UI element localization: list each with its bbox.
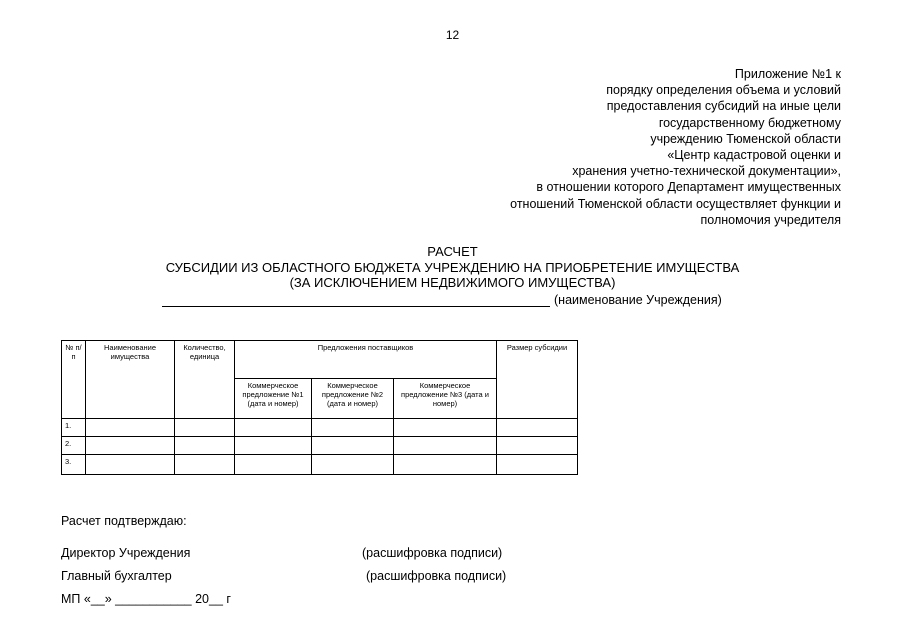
appendix-line: «Центр кадастровой оценки и	[667, 148, 841, 163]
cell-name	[86, 419, 175, 437]
cell-offer-3	[394, 437, 497, 455]
header-num: № п/п	[62, 341, 86, 419]
table-row	[62, 419, 578, 437]
title-line: СУБСИДИИ ИЗ ОБЛАСТНОГО БЮДЖЕТА УЧРЕЖДЕНИЮ НА ПРИОБРЕТЕНИЕ ИМУЩЕСТВА	[165, 259, 740, 275]
cell-subsidy	[497, 455, 578, 475]
row-number: 1.	[62, 419, 86, 437]
header-offer-2: Коммерческое предложение №2 (дата и номер)	[312, 379, 394, 419]
calculation-table	[61, 340, 578, 475]
appendix-line: порядку определения объема и условий	[606, 83, 841, 98]
accountant-label: Главный бухгалтер	[61, 569, 172, 583]
accountant-signature-caption: (расшифровка подписи)	[366, 569, 507, 583]
row-number: 3.	[62, 455, 86, 475]
institution-blank	[162, 293, 550, 307]
appendix-line: учреждению Тюменской области	[650, 131, 841, 146]
row-number: 2.	[62, 437, 86, 455]
cell-offer-2	[312, 419, 394, 437]
director-label: Директор Учреждения	[61, 546, 191, 560]
title-line: РАСЧЕТ	[427, 244, 478, 259]
table-header-row	[62, 341, 578, 379]
cell-offer-1	[235, 419, 312, 437]
header-offer-1: Коммерческое предложение №1 (дата и номер)	[235, 379, 312, 419]
document-title	[0, 244, 905, 291]
appendix-line: государственному бюджетному	[658, 115, 841, 130]
cell-offer-2	[312, 455, 394, 475]
table-row	[62, 437, 578, 455]
institution-caption: (наименование Учреждения)	[554, 293, 722, 307]
appendix-header	[441, 66, 841, 228]
header-qty: Количество, единица	[175, 341, 235, 419]
cell-offer-1	[235, 455, 312, 475]
header-offers: Предложения поставщиков	[235, 341, 497, 379]
table-row	[62, 455, 578, 475]
cell-subsidy	[497, 419, 578, 437]
confirm-label: Расчет подтверждаю:	[61, 514, 187, 528]
page-number: 12	[445, 28, 460, 42]
appendix-line: предоставления субсидий на иные цели	[606, 99, 841, 114]
title-line: (ЗА ИСКЛЮЧЕНИЕМ НЕДВИЖИМОГО ИМУЩЕСТВА)	[289, 275, 616, 290]
cell-qty	[175, 455, 235, 475]
cell-offer-1	[235, 437, 312, 455]
cell-offer-2	[312, 437, 394, 455]
cell-qty	[175, 437, 235, 455]
appendix-line: Приложение №1 к	[734, 67, 841, 81]
institution-name-line	[162, 293, 722, 307]
appendix-line: полномочия учредителя	[700, 212, 841, 227]
header-offer-3: Коммерческое предложение №3 (дата и номер)	[394, 379, 497, 419]
appendix-line: отношений Тюменской области осуществляет функции и	[510, 196, 841, 211]
appendix-line: в отношении которого Департамент имущественных	[536, 180, 841, 195]
seal-date-line: МП «__» ___________ 20__ г	[61, 592, 231, 606]
director-signature-caption: (расшифровка подписи)	[362, 546, 503, 560]
cell-offer-3	[394, 419, 497, 437]
cell-subsidy	[497, 437, 578, 455]
header-name: Наименование имущества	[86, 341, 175, 419]
cell-offer-3	[394, 455, 497, 475]
cell-name	[86, 455, 175, 475]
appendix-line: хранения учетно-технической документации»,	[572, 164, 841, 179]
header-subsidy: Размер субсидии	[497, 341, 578, 419]
cell-qty	[175, 419, 235, 437]
cell-name	[86, 437, 175, 455]
